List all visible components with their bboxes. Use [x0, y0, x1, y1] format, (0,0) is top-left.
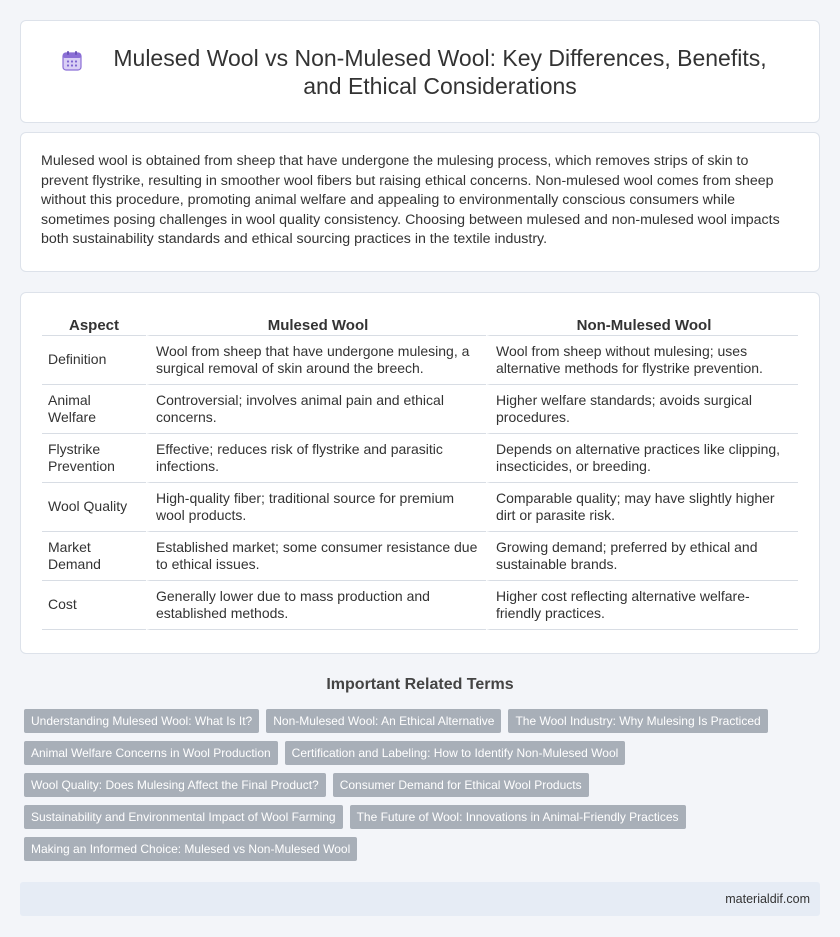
related-term-link[interactable]: Sustainability and Environmental Impact of Wool Farming	[24, 805, 343, 829]
non-mulesed-cell: Higher cost reflecting alternative welfare-friendly practices.	[486, 581, 798, 630]
related-term-link[interactable]: Understanding Mulesed Wool: What Is It?	[24, 709, 259, 733]
header	[61, 44, 779, 100]
table-row	[42, 581, 798, 630]
header-aspect: Aspect	[42, 310, 146, 336]
table-row	[42, 385, 798, 434]
table-header-row	[42, 310, 798, 336]
non-mulesed-cell: Wool from sheep without mulesing; uses alternative methods for flystrike prevention.	[486, 336, 798, 385]
footer-site-name[interactable]: materialdif.com	[725, 892, 810, 906]
related-term-link[interactable]: Making an Informed Choice: Mulesed vs Non-Mulesed Wool	[24, 837, 357, 861]
related-term-link[interactable]: Certification and Labeling: How to Identify Non-Mulesed Wool	[285, 741, 626, 765]
comparison-table-card	[20, 292, 820, 654]
non-mulesed-cell: Comparable quality; may have slightly higher dirt or parasite risk.	[486, 483, 798, 532]
non-mulesed-cell: Growing demand; preferred by ethical and sustainable brands.	[486, 532, 798, 581]
header-non-mulesed: Non-Mulesed Wool	[486, 310, 798, 336]
header-card	[20, 20, 820, 123]
mulesed-cell: Established market; some consumer resistance due to ethical issues.	[146, 532, 486, 581]
mulesed-cell: Generally lower due to mass production and established methods.	[146, 581, 486, 630]
related-term-link[interactable]: Wool Quality: Does Mulesing Affect the Final Product?	[24, 773, 326, 797]
non-mulesed-cell: Depends on alternative practices like clipping, insecticides, or breeding.	[486, 434, 798, 483]
related-term-link[interactable]: Animal Welfare Concerns in Wool Production	[24, 741, 278, 765]
intro-card	[20, 132, 820, 272]
table-row	[42, 336, 798, 385]
related-term-link[interactable]: The Future of Wool: Innovations in Animal-Friendly Practices	[350, 805, 686, 829]
aspect-cell: Definition	[42, 336, 146, 385]
mulesed-cell: Wool from sheep that have undergone mulesing, a surgical removal of skin around the breech.	[146, 336, 486, 385]
table-row	[42, 434, 798, 483]
intro-paragraph: Mulesed wool is obtained from sheep that have undergone the mulesing process, which removes strips of skin to prevent flystrike, resulting in smoother wool fibers but raising ethical concerns. Non-mulesed wool comes from sheep without this procedure, promoting animal welfare and appealing to environmentally conscious consumers while sometimes posing challenges in wool quality consistency. Choosing between mulesed and non-mulesed wool impacts both sustainability standards and ethical sourcing practices in the textile industry.	[41, 153, 780, 247]
aspect-cell: Cost	[42, 581, 146, 630]
mulesed-cell: Effective; reduces risk of flystrike and parasitic infections.	[146, 434, 486, 483]
mulesed-cell: Controversial; involves animal pain and ethical concerns.	[146, 385, 486, 434]
calendar-icon	[61, 50, 83, 72]
non-mulesed-cell: Higher welfare standards; avoids surgical procedures.	[486, 385, 798, 434]
page-title: Mulesed Wool vs Non-Mulesed Wool: Key Differences, Benefits, and Ethical Considerations	[113, 44, 767, 99]
mulesed-cell: High-quality fiber; traditional source for premium wool products.	[146, 483, 486, 532]
table-row	[42, 483, 798, 532]
related-terms-list	[24, 709, 818, 861]
comparison-table	[42, 310, 798, 630]
aspect-cell: Animal Welfare	[42, 385, 146, 434]
related-term-link[interactable]: Non-Mulesed Wool: An Ethical Alternative	[266, 709, 501, 733]
aspect-cell: Wool Quality	[42, 483, 146, 532]
footer	[20, 882, 820, 916]
aspect-cell: Market Demand	[42, 532, 146, 581]
aspect-cell: Flystrike Prevention	[42, 434, 146, 483]
related-term-link[interactable]: The Wool Industry: Why Mulesing Is Practiced	[508, 709, 767, 733]
related-terms-title: Important Related Terms	[326, 676, 514, 693]
table-row	[42, 532, 798, 581]
related-term-link[interactable]: Consumer Demand for Ethical Wool Products	[333, 773, 589, 797]
header-mulesed: Mulesed Wool	[146, 310, 486, 336]
